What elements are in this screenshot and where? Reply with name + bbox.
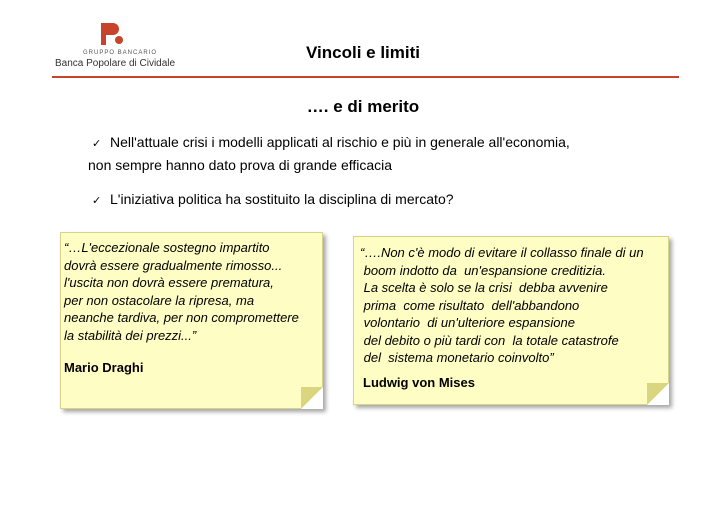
- bullet-2-line-1: L'iniziativa politica ha sostituito la disciplina di mercato?: [110, 191, 454, 207]
- bullet-item-2: [88, 189, 688, 212]
- check-icon: ✓: [92, 138, 102, 150]
- quote-note-mises: [353, 236, 669, 405]
- title-divider: [52, 76, 679, 78]
- subtitle-wrap: [0, 97, 728, 117]
- quote-note-draghi: [60, 232, 323, 409]
- quote-text: “….Non c'è modo di evitare il collasso finale di un boom indotto da un'espansione creditizia. La scelta è solo se la crisi debba avvenire prima come risultato dell'abbandono volontario di un'ulteriore espansione del debito o più tardi con la totale catastrofe del sistema monetario coinvolto”: [360, 245, 644, 365]
- section-subtitle: …. e di merito: [306, 97, 420, 116]
- quote-text: “…L'eccezionale sostegno impartito dovrà essere gradualmente rimosso... l'uscita non dovrà essere prematura, per non ostacolare la ripresa, ma neanche tardiva, per non compromettere la stabilità dei prezzi...”: [64, 240, 299, 343]
- bullet-1-line-1: Nell'attuale crisi i modelli applicati al rischio e più in generale all'economia,: [110, 134, 570, 150]
- page-title-wrap: [0, 43, 728, 63]
- logo-group-text: GRUPPO BANCARIO: [83, 50, 158, 56]
- bullet-1-line-2: non sempre hanno dato prova di grande efficacia: [88, 157, 393, 173]
- logo-bank-name: Banca Popolare di Cividale: [55, 58, 176, 69]
- bullet-item-1: [88, 132, 688, 176]
- quote-author: Mario Draghi: [64, 360, 144, 375]
- quote-author: Ludwig von Mises: [363, 375, 475, 390]
- check-icon: ✓: [92, 195, 102, 207]
- page-title: Vincoli e limiti: [306, 43, 420, 62]
